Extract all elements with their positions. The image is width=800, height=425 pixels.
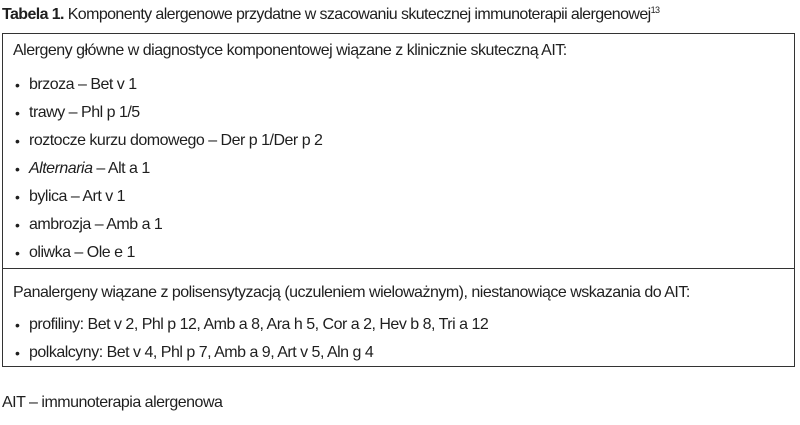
allergen-component: – Bet v 1: [74, 76, 137, 93]
allergen-source: oliwka: [29, 244, 71, 261]
list-item: [3, 315, 488, 343]
list-item: [3, 131, 322, 159]
list-item: [3, 75, 322, 103]
bullet-icon: •: [15, 133, 20, 149]
allergen-source: brzoza: [29, 76, 75, 93]
list-item: [3, 343, 488, 371]
list-item: [3, 103, 322, 131]
allergen-component: – Phl p 1/5: [64, 104, 140, 121]
bullet-icon: •: [15, 217, 20, 233]
panallergen-group: profiliny: Bet v 2, Phl p 12, Amb a 8, Ara h 5, Cor a 2, Hev b 8, Tri a 12: [29, 316, 489, 333]
list-item: [3, 187, 322, 215]
allergen-source: Alternaria: [29, 160, 93, 177]
allergen-source: roztocze kurzu domowego: [29, 132, 205, 149]
allergen-component: – Der p 1/Der p 2: [204, 132, 323, 149]
allergen-component: – Amb a 1: [90, 216, 163, 233]
allergen-component: – Alt a 1: [92, 160, 150, 177]
bullet-icon: •: [15, 161, 20, 177]
allergen-table: [2, 33, 795, 367]
major-allergens-list: [3, 75, 322, 271]
caption-label: Tabela 1.: [2, 6, 64, 23]
panallergens-list: [3, 315, 488, 371]
bullet-icon: •: [15, 189, 20, 205]
table-footnote: AIT – immunoterapia alergenowa: [2, 394, 223, 411]
major-allergens-section: [3, 34, 794, 269]
allergen-component: – Art v 1: [66, 188, 126, 205]
panallergens-heading: Panalergeny wiązane z polisensytyzacją (uczuleniem wieloważnym), niestanowiące wskazania do AIT:: [13, 284, 690, 301]
bullet-icon: •: [15, 245, 20, 261]
bullet-icon: •: [15, 77, 20, 93]
list-item: [3, 159, 322, 187]
bullet-icon: •: [15, 345, 20, 361]
allergen-source: bylica: [29, 188, 67, 205]
list-item: [3, 243, 322, 271]
allergen-source: trawy: [29, 104, 65, 121]
caption-text: Komponenty alergenowe przydatne w szacowaniu skutecznej immunoterapii alergenowej: [63, 6, 651, 23]
major-allergens-heading: Alergeny główne w diagnostyce komponentowej wiązane z klinicznie skuteczną AIT:: [13, 42, 567, 59]
panallergen-group: polkalcyny: Bet v 4, Phl p 7, Amb a 9, Art v 5, Aln g 4: [29, 344, 374, 361]
table-caption: [2, 5, 659, 25]
list-item: [3, 215, 322, 243]
panallergens-section: [3, 269, 794, 366]
allergen-source: ambrozja: [29, 216, 91, 233]
bullet-icon: •: [15, 105, 20, 121]
caption-reference: 13: [650, 5, 660, 15]
bullet-icon: •: [15, 317, 20, 333]
allergen-component: – Ole e 1: [70, 244, 135, 261]
